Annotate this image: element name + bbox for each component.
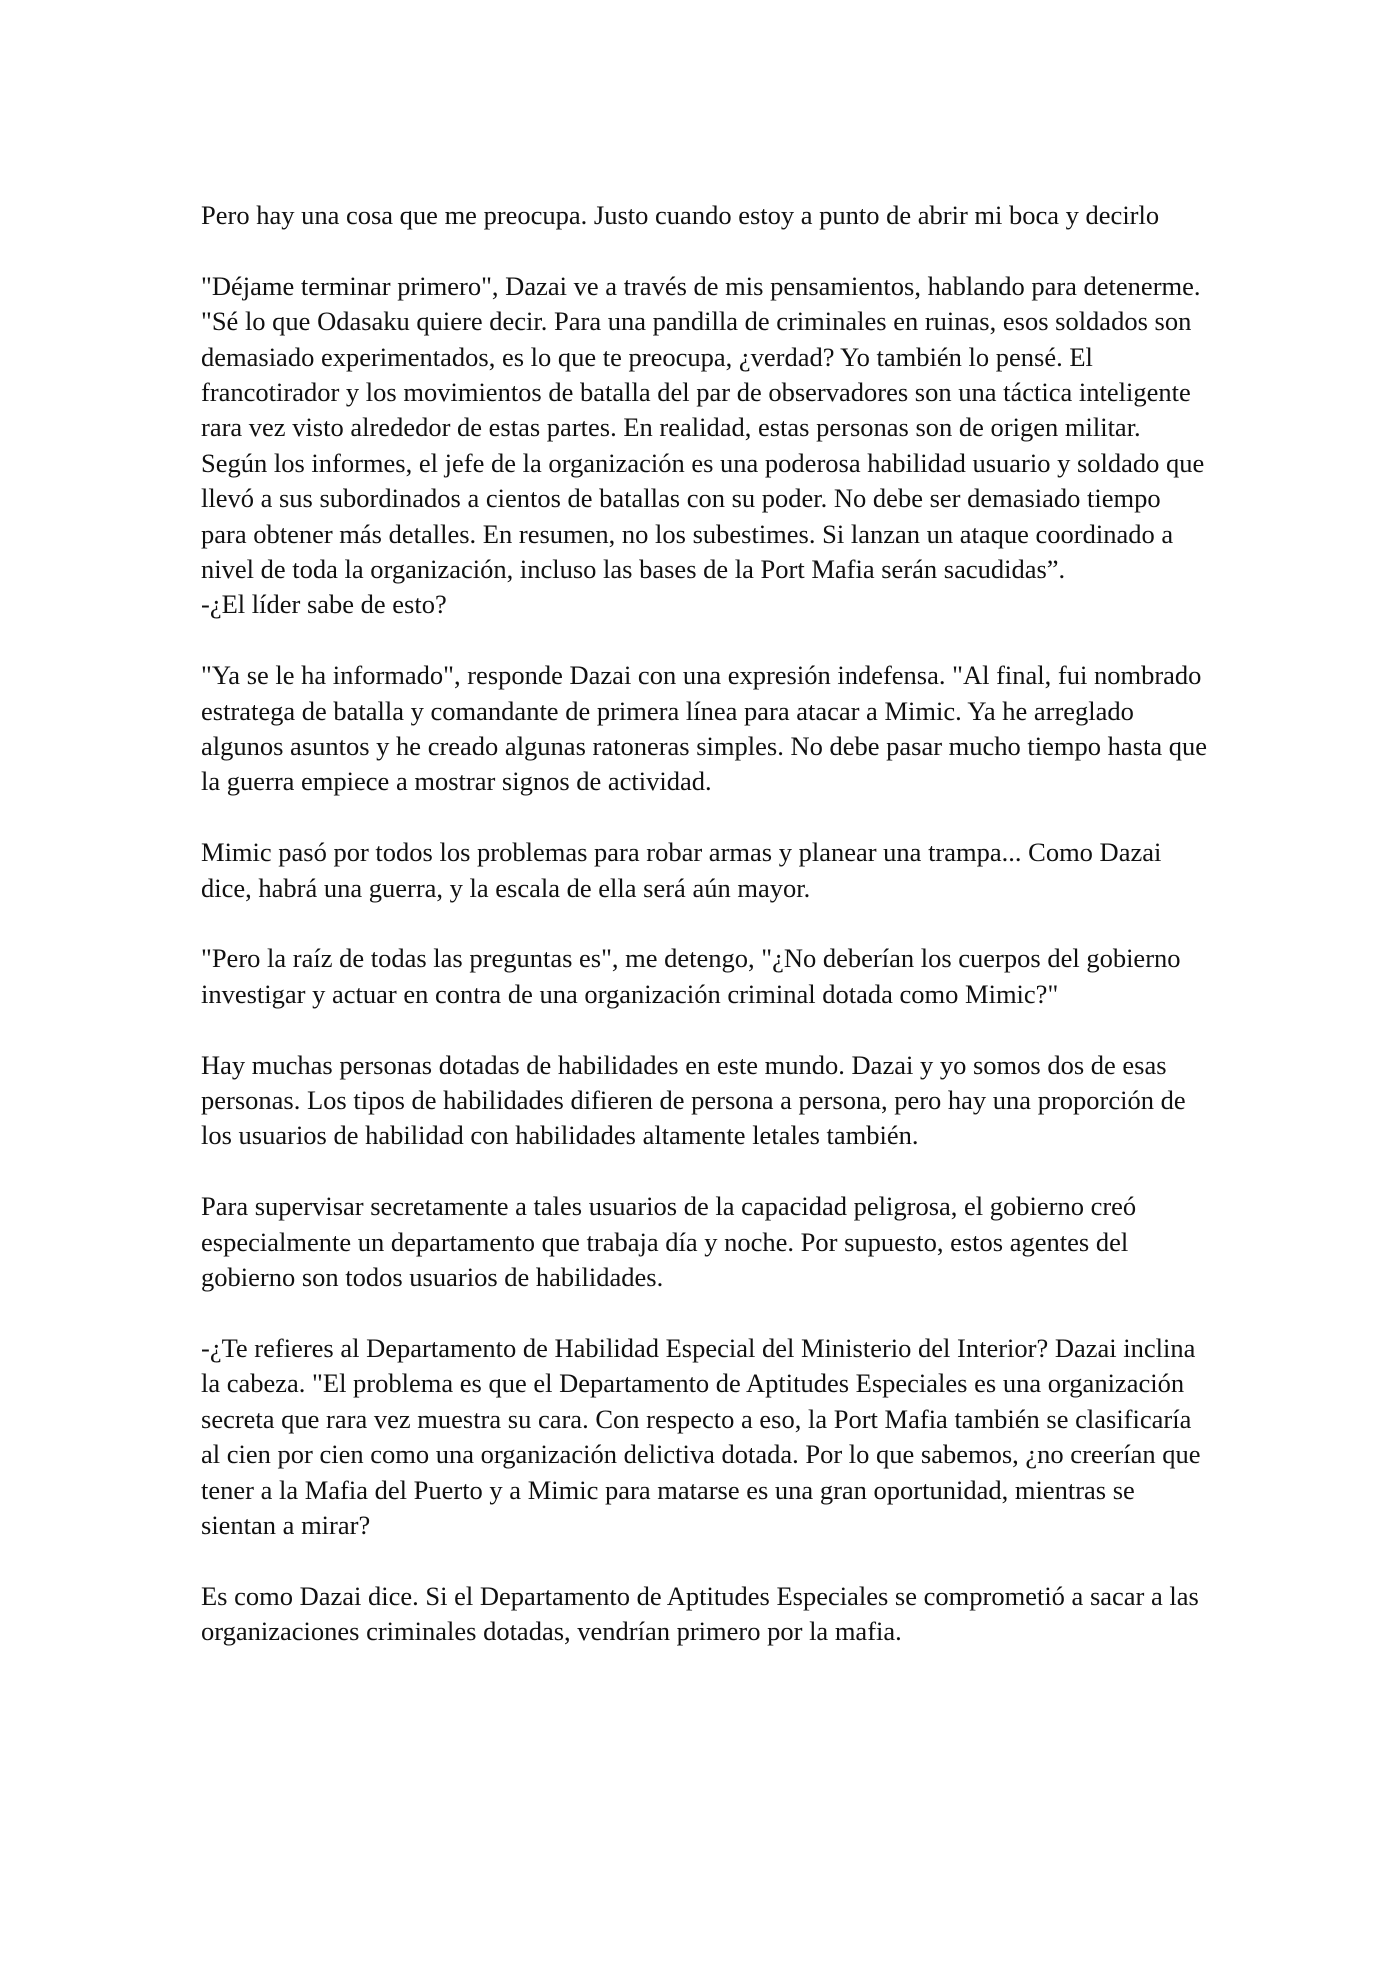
paragraph-1: Pero hay una cosa que me preocupa. Justo cuando estoy a punto de abrir mi boca y decirlo: [201, 200, 1160, 230]
paragraph-2: "Déjame terminar primero", Dazai ve a través de mis pensamientos, hablando para detenerme. "Sé lo que Odasaku quiere decir. Para una pandilla de criminales en ruinas, esos soldados son demasiado experimentados, es lo que te preocupa, ¿verdad? Yo también lo pensé. El francotirador y los movimientos de batalla del par de observadores son una táctica inteligente rara vez visto alrededor de estas partes. En realidad, estas personas son de origen militar. Según los informes, el jefe de la organización es una poderosa habilidad usuario y soldado que llevó a sus subordinados a cientos de batallas con su poder. No debe ser demasiado tiempo para obtener más detalles. En resumen, no los subestimes. Si lanzan un ataque coordinado a nivel de toda la organización, incluso las bases de la Port Mafia serán sacudidas”.: [201, 270, 1205, 585]
paragraph-5: Mimic pasó por todos los problemas para robar armas y planear una trampa... Como Dazai dice, habrá una guerra, y la escala de ella será aún mayor.: [201, 837, 1162, 903]
paragraph-8: Para supervisar secretamente a tales usuarios de la capacidad peligrosa, el gobierno creó especialmente un departamento que trabaja día y noche. Por supuesto, estos agentes del gobierno son todos usuarios de habilidades.: [201, 1191, 1137, 1293]
paragraph-7: Hay muchas personas dotadas de habilidades en este mundo. Dazai y yo somos dos de esas personas. Los tipos de habilidades difieren de persona a persona, pero hay una proporción de los usuarios de habilidad con habilidades altamente letales también.: [201, 1049, 1186, 1151]
paragraph-6: "Pero la raíz de todas las preguntas es", me detengo, "¿No deberían los cuerpos del gobierno investigar y actuar en contra de una organización criminal dotada como Mimic?": [201, 943, 1181, 1009]
paragraph-9: -¿Te refieres al Departamento de Habilidad Especial del Ministerio del Interior? Dazai inclina la cabeza. "El problema es que el Departamento de Aptitudes Especiales es una organización secreta que rara vez muestra su cara. Con respecto a eso, la Port Mafia también se clasificaría al cien por cien como una organización delictiva dotada. Por lo que sabemos, ¿no creerían que tener a la Mafia del Puerto y a Mimic para matarse es una gran oportunidad, mientras se sientan a mirar?: [201, 1332, 1201, 1540]
paragraph-10: Es como Dazai dice. Si el Departamento de Aptitudes Especiales se comprometió a sacar a las organizaciones criminales dotadas, vendrían primero por la mafia.: [201, 1580, 1199, 1647]
paragraph-4: "Ya se le ha informado", responde Dazai con una expresión indefensa. "Al final, fui nombrado estratega de batalla y comandante de primera línea para atacar a Mimic. Ya he arreglado algunos asuntos y he creado algunas ratoneras simples. No debe pasar mucho tiempo hasta que la guerra empiece a mostrar signos de actividad.: [201, 660, 1207, 797]
paragraph-3: -¿El líder sabe de esto?: [201, 589, 447, 620]
document-body: [201, 198, 1211, 1685]
